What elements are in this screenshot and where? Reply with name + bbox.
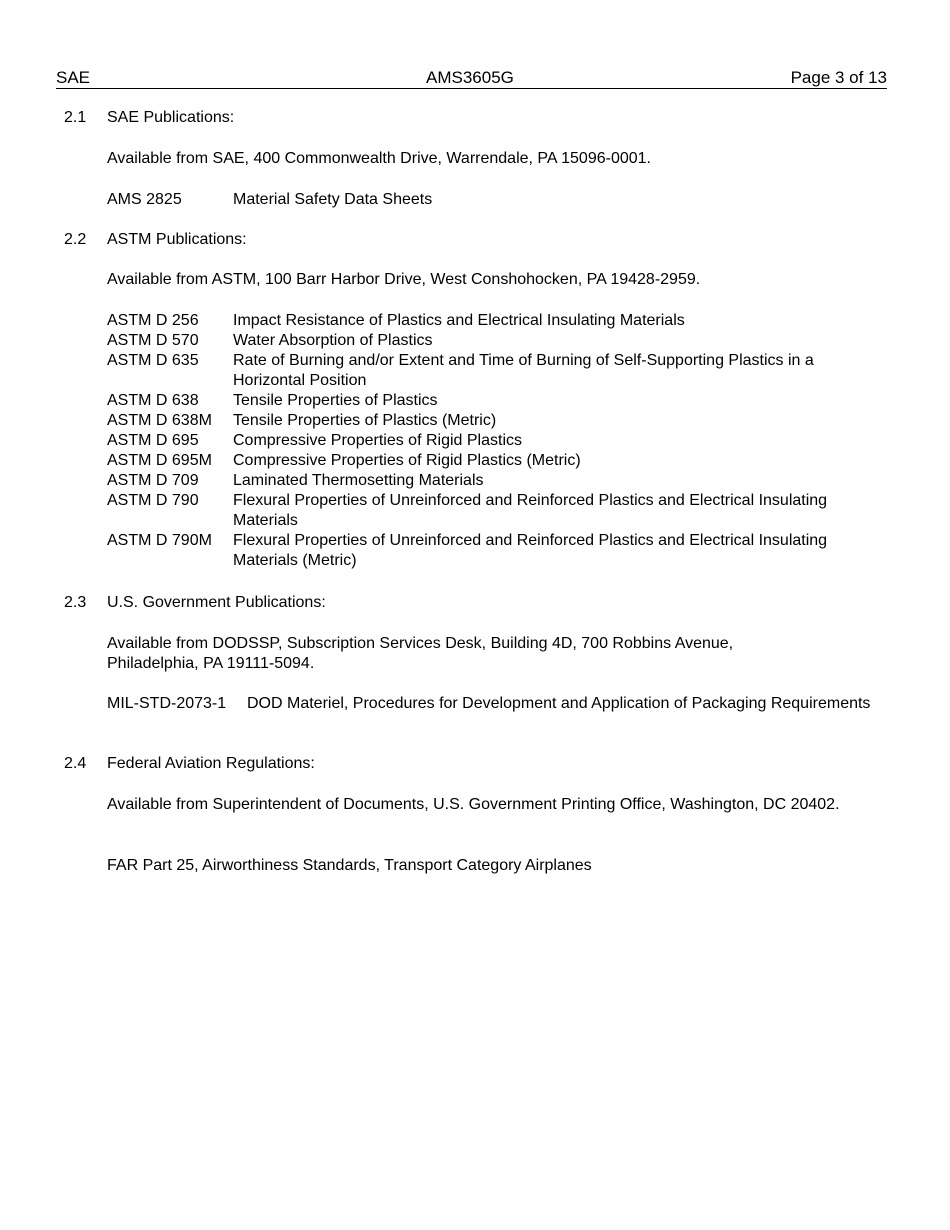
section-2-3-references: [107, 694, 877, 714]
section-2-1-availability: Available from SAE, 400 Commonwealth Drive, Warrendale, PA 15096-0001.: [107, 150, 651, 167]
reference-code: ASTM D 635: [107, 352, 199, 369]
section-number: 2.1: [64, 109, 87, 126]
header-page-number: Page 3 of 13: [790, 68, 887, 87]
reference-code: ASTM D 638M: [107, 412, 212, 429]
section-title: Federal Aviation Regulations:: [107, 755, 315, 772]
section-title: ASTM Publications:: [107, 231, 247, 248]
reference-title: Flexural Properties of Unreinforced and Reinforced Plastics and Electrical Insulating Materials (Metric): [233, 532, 828, 569]
reference-code: ASTM D 790: [107, 492, 199, 509]
header-org: SAE: [56, 68, 91, 87]
reference-code: ASTM D 570: [107, 332, 199, 349]
reference-row: [107, 411, 877, 431]
reference-code: MIL-STD-2073-1: [107, 695, 227, 712]
reference-row: [107, 311, 877, 331]
section-2-2-availability: Available from ASTM, 100 Barr Harbor Drive, West Conshohocken, PA 19428-2959.: [107, 271, 701, 288]
reference-title: Rate of Burning and/or Extent and Time of Burning of Self-Supporting Plastics in a Horizontal Position: [233, 352, 814, 389]
reference-title: Compressive Properties of Rigid Plastics: [233, 432, 522, 449]
reference-title: DOD Materiel, Procedures for Development and Application of Packaging Requirements: [247, 695, 871, 712]
reference-title: Material Safety Data Sheets: [233, 191, 433, 208]
section-number: 2.4: [64, 755, 87, 772]
reference-code: ASTM D 638: [107, 392, 199, 409]
reference-row: [107, 471, 877, 491]
section-2-4-availability: Available from Superintendent of Documents, U.S. Government Printing Office, Washington, DC 20402.: [107, 796, 840, 813]
reference-row: [107, 431, 877, 451]
reference-title: Tensile Properties of Plastics (Metric): [233, 412, 497, 429]
reference-title: Laminated Thermosetting Materials: [233, 472, 484, 489]
section-2-2-references: [107, 311, 877, 571]
far-reference: FAR Part 25, Airworthiness Standards, Transport Category Airplanes: [107, 857, 592, 874]
section-number: 2.3: [64, 594, 87, 611]
reference-title: Impact Resistance of Plastics and Electrical Insulating Materials: [233, 312, 685, 329]
reference-code: ASTM D 709: [107, 472, 199, 489]
reference-row: [107, 491, 877, 531]
reference-row: [107, 531, 877, 571]
section-2-3-availability: Available from DODSSP, Subscription Services Desk, Building 4D, 700 Robbins Avenue, Philadelphia, PA 19111-5094.: [107, 635, 734, 672]
reference-title: Flexural Properties of Unreinforced and Reinforced Plastics and Electrical Insulating Materials: [233, 492, 828, 529]
reference-code: ASTM D 695: [107, 432, 199, 449]
header-doc-number: AMS3605G: [426, 68, 514, 87]
reference-row: [107, 351, 877, 391]
reference-title: Water Absorption of Plastics: [233, 332, 433, 349]
reference-row: [107, 694, 877, 714]
section-title: U.S. Government Publications:: [107, 594, 326, 611]
section-2-1-references: [107, 190, 877, 210]
reference-row: [107, 190, 877, 210]
section-number: 2.2: [64, 231, 87, 248]
reference-row: [107, 451, 877, 471]
page-header: [56, 68, 887, 89]
reference-row: [107, 391, 877, 411]
reference-code: AMS 2825: [107, 191, 182, 208]
reference-code: ASTM D 695M: [107, 452, 212, 469]
reference-row: [107, 331, 877, 351]
reference-title: Tensile Properties of Plastics: [233, 392, 438, 409]
reference-title: Compressive Properties of Rigid Plastics (Metric): [233, 452, 581, 469]
section-title: SAE Publications:: [107, 109, 235, 126]
reference-code: ASTM D 790M: [107, 532, 212, 549]
reference-code: ASTM D 256: [107, 312, 199, 329]
